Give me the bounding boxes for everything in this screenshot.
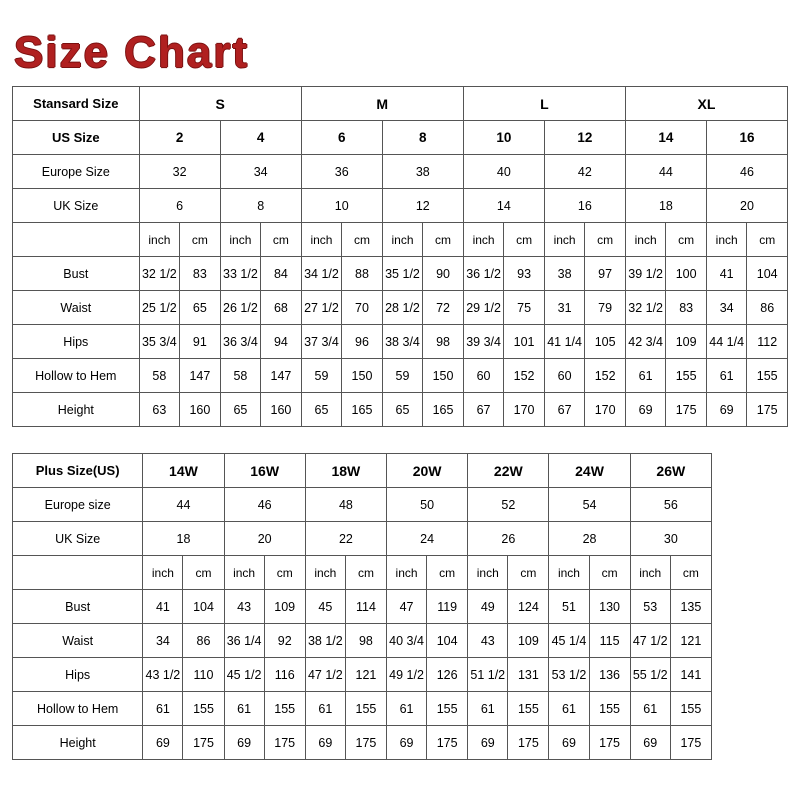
- standard-size-table: [12, 86, 788, 427]
- cell: 130: [589, 590, 630, 624]
- cell: 84: [261, 257, 302, 291]
- table-row: [13, 121, 788, 155]
- cell: 69: [549, 726, 589, 760]
- cell: 147: [261, 359, 302, 393]
- cell: 65: [301, 393, 342, 427]
- cell: 36 1/2: [463, 257, 504, 291]
- cell: 43: [224, 590, 264, 624]
- cell: 34 1/2: [301, 257, 342, 291]
- cell: 83: [180, 257, 221, 291]
- cell: 37 3/4: [301, 325, 342, 359]
- row-label: Height: [13, 393, 140, 427]
- table-row: [13, 325, 788, 359]
- cell: 43 1/2: [143, 658, 183, 692]
- unit-cell: cm: [345, 556, 386, 590]
- cell: 69: [468, 726, 508, 760]
- cell: 63: [139, 393, 180, 427]
- row-label: Hips: [13, 658, 143, 692]
- cell: 150: [342, 359, 383, 393]
- unit-cell: cm: [585, 223, 626, 257]
- table-row: [13, 155, 788, 189]
- row-label: Hips: [13, 325, 140, 359]
- cell: 175: [183, 726, 224, 760]
- cell: 8: [220, 189, 301, 223]
- table-row: [13, 291, 788, 325]
- cell: 69: [305, 726, 345, 760]
- cell: 4: [220, 121, 301, 155]
- cell: 61: [305, 692, 345, 726]
- cell: 155: [666, 359, 707, 393]
- cell: 101: [504, 325, 545, 359]
- table-row: [13, 692, 712, 726]
- cell: 155: [508, 692, 549, 726]
- unit-cell: inch: [143, 556, 183, 590]
- cell: 28 1/2: [382, 291, 423, 325]
- cell: 69: [387, 726, 427, 760]
- cell: 53 1/2: [549, 658, 589, 692]
- cell: 155: [427, 692, 468, 726]
- cell: 175: [345, 726, 386, 760]
- unit-cell: cm: [589, 556, 630, 590]
- row-label: Plus Size(US): [13, 454, 143, 488]
- cell: 48: [305, 488, 386, 522]
- cell: 175: [427, 726, 468, 760]
- cell: 46: [706, 155, 787, 189]
- cell: 104: [183, 590, 224, 624]
- cell: 38: [544, 257, 585, 291]
- cell: 2: [139, 121, 220, 155]
- cell: 155: [345, 692, 386, 726]
- row-label: Bust: [13, 257, 140, 291]
- cell: 94: [261, 325, 302, 359]
- cell: 175: [747, 393, 788, 427]
- cell: 24: [387, 522, 468, 556]
- cell: 155: [183, 692, 224, 726]
- row-label: US Size: [13, 121, 140, 155]
- cell: 98: [423, 325, 464, 359]
- cell: 121: [345, 658, 386, 692]
- cell: 43: [468, 624, 508, 658]
- cell: 38 3/4: [382, 325, 423, 359]
- cell: 116: [264, 658, 305, 692]
- cell: 92: [264, 624, 305, 658]
- cell: 59: [382, 359, 423, 393]
- unit-cell: cm: [747, 223, 788, 257]
- table-row: [13, 359, 788, 393]
- cell: 52: [468, 488, 549, 522]
- cell: 58: [220, 359, 261, 393]
- cell: 175: [589, 726, 630, 760]
- unit-cell: cm: [423, 223, 464, 257]
- cell: 68: [261, 291, 302, 325]
- cell: 14: [625, 121, 706, 155]
- cell: 56: [630, 488, 711, 522]
- cell: 44 1/4: [706, 325, 747, 359]
- unit-cell: inch: [625, 223, 666, 257]
- unit-cell: inch: [139, 223, 180, 257]
- cell: 30: [630, 522, 711, 556]
- cell: 155: [670, 692, 711, 726]
- unit-cell: inch: [706, 223, 747, 257]
- size-group-xl: XL: [625, 87, 787, 121]
- unit-cell: inch: [224, 556, 264, 590]
- plus-size-20w: 20W: [387, 454, 468, 488]
- cell: 152: [585, 359, 626, 393]
- cell: 41 1/4: [544, 325, 585, 359]
- cell: 69: [625, 393, 666, 427]
- table-row: [13, 522, 712, 556]
- table-row: [13, 454, 712, 488]
- cell: 160: [180, 393, 221, 427]
- cell: 32: [139, 155, 220, 189]
- cell: 36 1/4: [224, 624, 264, 658]
- cell: 40 3/4: [387, 624, 427, 658]
- cell: 69: [706, 393, 747, 427]
- cell: 104: [427, 624, 468, 658]
- cell: 44: [143, 488, 224, 522]
- plus-size-16w: 16W: [224, 454, 305, 488]
- cell: 165: [342, 393, 383, 427]
- unit-cell: cm: [264, 556, 305, 590]
- cell: 155: [589, 692, 630, 726]
- cell: 150: [423, 359, 464, 393]
- table-row: [13, 393, 788, 427]
- unit-cell: inch: [463, 223, 504, 257]
- plus-size-26w: 26W: [630, 454, 711, 488]
- row-label: Europe size: [13, 488, 143, 522]
- cell: 12: [544, 121, 625, 155]
- cell: 38 1/2: [305, 624, 345, 658]
- cell: 109: [508, 624, 549, 658]
- row-label: Height: [13, 726, 143, 760]
- cell: 55 1/2: [630, 658, 670, 692]
- row-label: Hollow to Hem: [13, 359, 140, 393]
- cell: 49 1/2: [387, 658, 427, 692]
- cell: 60: [463, 359, 504, 393]
- cell: 18: [625, 189, 706, 223]
- cell: 100: [666, 257, 707, 291]
- cell: 72: [423, 291, 464, 325]
- table-row: [13, 189, 788, 223]
- cell: 58: [139, 359, 180, 393]
- unit-cell: inch: [544, 223, 585, 257]
- cell: 54: [549, 488, 630, 522]
- cell: 34: [706, 291, 747, 325]
- row-label: Waist: [13, 291, 140, 325]
- row-label: Bust: [13, 590, 143, 624]
- table-row: [13, 658, 712, 692]
- unit-cell: inch: [387, 556, 427, 590]
- cell: 47 1/2: [630, 624, 670, 658]
- plus-size-table: [12, 453, 712, 760]
- cell: 12: [382, 189, 463, 223]
- cell: 18: [143, 522, 224, 556]
- cell: 170: [504, 393, 545, 427]
- cell: 45: [305, 590, 345, 624]
- row-label: Stansard Size: [13, 87, 140, 121]
- page-title: Size Chart: [14, 28, 250, 77]
- row-label: Europe Size: [13, 155, 140, 189]
- cell: 136: [589, 658, 630, 692]
- unit-cell: inch: [382, 223, 423, 257]
- cell: 61: [706, 359, 747, 393]
- cell: 41: [706, 257, 747, 291]
- cell: 96: [342, 325, 383, 359]
- cell: 152: [504, 359, 545, 393]
- unit-cell: cm: [504, 223, 545, 257]
- cell: 51 1/2: [468, 658, 508, 692]
- cell: 34: [143, 624, 183, 658]
- cell: 45 1/2: [224, 658, 264, 692]
- cell: 16: [544, 189, 625, 223]
- cell: 65: [382, 393, 423, 427]
- plus-size-14w: 14W: [143, 454, 224, 488]
- unit-cell: cm: [261, 223, 302, 257]
- size-group-s: S: [139, 87, 301, 121]
- cell: 93: [504, 257, 545, 291]
- cell: 170: [585, 393, 626, 427]
- cell: 36: [301, 155, 382, 189]
- unit-cell: cm: [508, 556, 549, 590]
- cell: 25 1/2: [139, 291, 180, 325]
- row-label: UK Size: [13, 189, 140, 223]
- cell: 69: [224, 726, 264, 760]
- cell: 114: [345, 590, 386, 624]
- cell: 65: [220, 393, 261, 427]
- cell: 33 1/2: [220, 257, 261, 291]
- cell: 59: [301, 359, 342, 393]
- cell: 40: [463, 155, 544, 189]
- unit-cell: inch: [301, 223, 342, 257]
- table-row: [13, 488, 712, 522]
- cell: 69: [143, 726, 183, 760]
- cell: 26: [468, 522, 549, 556]
- cell: 109: [264, 590, 305, 624]
- cell: 39 3/4: [463, 325, 504, 359]
- cell: 10: [301, 189, 382, 223]
- cell: 51: [549, 590, 589, 624]
- cell: 31: [544, 291, 585, 325]
- row-label: Waist: [13, 624, 143, 658]
- cell: 61: [387, 692, 427, 726]
- empty-cell: [13, 556, 143, 590]
- size-group-m: M: [301, 87, 463, 121]
- cell: 10: [463, 121, 544, 155]
- cell: 6: [139, 189, 220, 223]
- cell: 135: [670, 590, 711, 624]
- unit-cell: cm: [342, 223, 383, 257]
- cell: 49: [468, 590, 508, 624]
- cell: 79: [585, 291, 626, 325]
- unit-cell: cm: [427, 556, 468, 590]
- cell: 61: [625, 359, 666, 393]
- cell: 20: [706, 189, 787, 223]
- cell: 42: [544, 155, 625, 189]
- cell: 50: [387, 488, 468, 522]
- cell: 27 1/2: [301, 291, 342, 325]
- plus-size-22w: 22W: [468, 454, 549, 488]
- empty-cell: [13, 223, 140, 257]
- cell: 91: [180, 325, 221, 359]
- cell: 160: [261, 393, 302, 427]
- plus-size-18w: 18W: [305, 454, 386, 488]
- cell: 6: [301, 121, 382, 155]
- cell: 110: [183, 658, 224, 692]
- unit-cell: inch: [630, 556, 670, 590]
- cell: 124: [508, 590, 549, 624]
- cell: 47 1/2: [305, 658, 345, 692]
- cell: 22: [305, 522, 386, 556]
- cell: 119: [427, 590, 468, 624]
- cell: 75: [504, 291, 545, 325]
- cell: 61: [549, 692, 589, 726]
- cell: 34: [220, 155, 301, 189]
- cell: 61: [224, 692, 264, 726]
- cell: 45 1/4: [549, 624, 589, 658]
- cell: 60: [544, 359, 585, 393]
- cell: 39 1/2: [625, 257, 666, 291]
- table-row: [13, 87, 788, 121]
- unit-cell: inch: [305, 556, 345, 590]
- row-label: Hollow to Hem: [13, 692, 143, 726]
- cell: 67: [544, 393, 585, 427]
- cell: 98: [345, 624, 386, 658]
- cell: 61: [630, 692, 670, 726]
- cell: 131: [508, 658, 549, 692]
- table-row: [13, 624, 712, 658]
- cell: 67: [463, 393, 504, 427]
- cell: 8: [382, 121, 463, 155]
- cell: 47: [387, 590, 427, 624]
- cell: 44: [625, 155, 706, 189]
- cell: 109: [666, 325, 707, 359]
- cell: 115: [589, 624, 630, 658]
- cell: 35 3/4: [139, 325, 180, 359]
- cell: 155: [747, 359, 788, 393]
- cell: 126: [427, 658, 468, 692]
- cell: 14: [463, 189, 544, 223]
- table-row: [13, 257, 788, 291]
- cell: 86: [747, 291, 788, 325]
- cell: 41: [143, 590, 183, 624]
- cell: 46: [224, 488, 305, 522]
- unit-cell: cm: [666, 223, 707, 257]
- cell: 112: [747, 325, 788, 359]
- cell: 32 1/2: [625, 291, 666, 325]
- row-label: UK Size: [13, 522, 143, 556]
- cell: 29 1/2: [463, 291, 504, 325]
- unit-cell: inch: [468, 556, 508, 590]
- cell: 88: [342, 257, 383, 291]
- cell: 155: [264, 692, 305, 726]
- cell: 36 3/4: [220, 325, 261, 359]
- cell: 90: [423, 257, 464, 291]
- cell: 38: [382, 155, 463, 189]
- cell: 61: [468, 692, 508, 726]
- cell: 32 1/2: [139, 257, 180, 291]
- cell: 83: [666, 291, 707, 325]
- cell: 147: [180, 359, 221, 393]
- cell: 26 1/2: [220, 291, 261, 325]
- table-row-units: [13, 223, 788, 257]
- unit-cell: cm: [670, 556, 711, 590]
- cell: 20: [224, 522, 305, 556]
- cell: 65: [180, 291, 221, 325]
- cell: 61: [143, 692, 183, 726]
- cell: 35 1/2: [382, 257, 423, 291]
- cell: 16: [706, 121, 787, 155]
- cell: 105: [585, 325, 626, 359]
- unit-cell: inch: [220, 223, 261, 257]
- cell: 53: [630, 590, 670, 624]
- size-group-l: L: [463, 87, 625, 121]
- table-row-units: [13, 556, 712, 590]
- plus-size-24w: 24W: [549, 454, 630, 488]
- cell: 70: [342, 291, 383, 325]
- cell: 175: [264, 726, 305, 760]
- cell: 141: [670, 658, 711, 692]
- table-row: [13, 590, 712, 624]
- cell: 175: [670, 726, 711, 760]
- cell: 104: [747, 257, 788, 291]
- cell: 42 3/4: [625, 325, 666, 359]
- cell: 175: [666, 393, 707, 427]
- cell: 165: [423, 393, 464, 427]
- cell: 121: [670, 624, 711, 658]
- cell: 69: [630, 726, 670, 760]
- table-row: [13, 726, 712, 760]
- cell: 97: [585, 257, 626, 291]
- unit-cell: cm: [183, 556, 224, 590]
- unit-cell: cm: [180, 223, 221, 257]
- cell: 86: [183, 624, 224, 658]
- unit-cell: inch: [549, 556, 589, 590]
- cell: 175: [508, 726, 549, 760]
- cell: 28: [549, 522, 630, 556]
